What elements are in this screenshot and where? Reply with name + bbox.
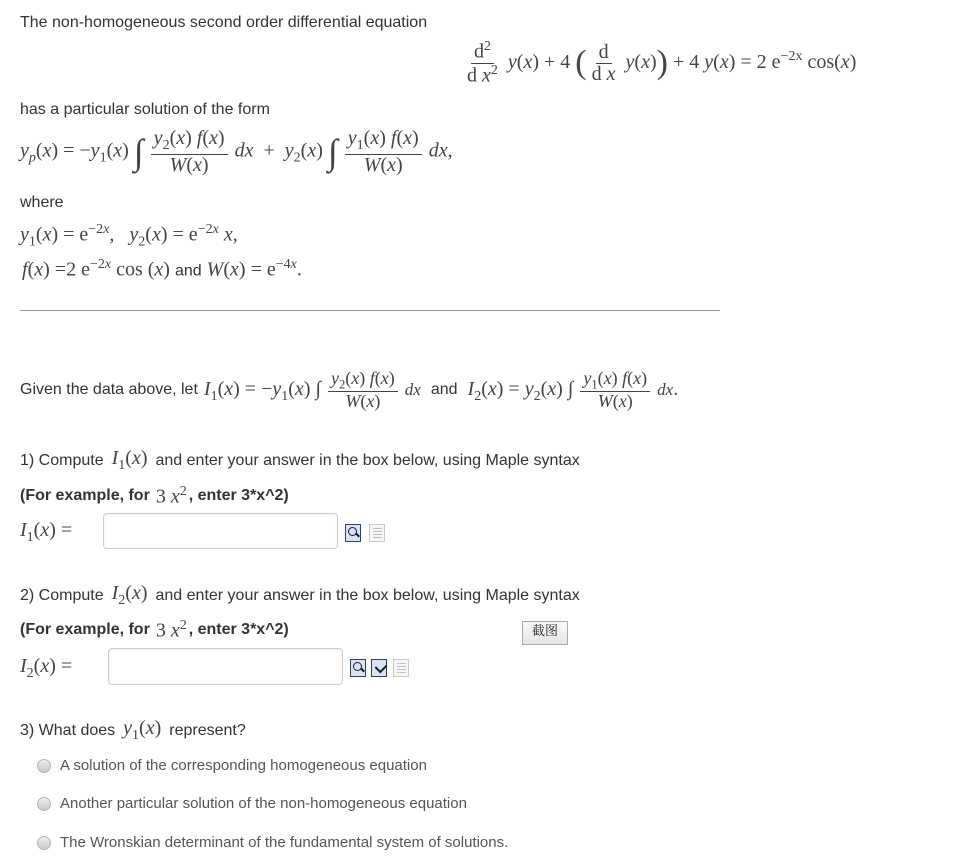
f-w-definitions: f(x) =2 $e^{-2x}$ cos (x) and $W(x) = e^{-4x}$.: [22, 257, 302, 281]
given-prefix: Given the data above, let: [20, 381, 198, 398]
q3-option-label: Another particular solution of the non-homogeneous equation: [60, 795, 467, 812]
q3-option[interactable]: [37, 795, 467, 812]
q2-text: 2) Compute: [20, 586, 104, 604]
check-syntax-icon[interactable]: [371, 659, 387, 677]
q3-option[interactable]: [37, 834, 508, 851]
q3-prompt: [20, 717, 246, 744]
q3-option-label: The Wronskian determinant of the fundamental system of solutions.: [60, 834, 509, 851]
q2-symbol: $I_2(x)$: [111, 582, 148, 608]
document-icon[interactable]: [369, 524, 385, 542]
q3-text: 3) What does: [20, 721, 116, 739]
screenshot-button[interactable]: 截图: [522, 621, 568, 645]
q3-text-tail: represent?: [169, 721, 246, 739]
ode-equation: $\frac{d^2}{d x^2}$ y(x) + 4 ( $\frac{d}{\text{d x}}$ y(x)) + 4 y(x) = 2 $e^{-2x}$ cos(x): [467, 39, 857, 87]
i1-definition: $I_1(x) = -y_1(x)$ ∫ $\frac{y_2(x) f(x)}{W(x)}$ dx: [203, 367, 421, 412]
q1-text: 1) Compute: [20, 451, 104, 469]
preview-icon[interactable]: [345, 524, 361, 542]
q1-text-tail: and enter your answer in the box below, using Maple syntax: [155, 451, 580, 469]
ode-rhs: 2 e: [756, 50, 781, 73]
i2-definition: $I_2(x) = y_2(x)$ ∫ $\frac{y_1(x) f(x)}{W(x)}$ dx.: [467, 367, 679, 412]
q1-example-b: , enter 3*x^2): [188, 487, 289, 505]
q2-text-tail: and enter your answer in the box below, using Maple syntax: [155, 586, 580, 604]
document-icon[interactable]: [393, 659, 409, 677]
intro-text: The non-homogeneous second order differential equation: [20, 14, 428, 31]
q2-example-a: (For example, for: [20, 621, 150, 639]
q1-answer-label: $I_1(x)$ =: [20, 519, 73, 545]
given-line: [20, 367, 679, 412]
where-text: where: [20, 194, 64, 211]
q2-example-b: , enter 3*x^2): [188, 621, 289, 639]
y1-y2-definitions: $y_1(x) = e^{-2x}$, $y_2(x) = e^{-2x}$ x,: [20, 222, 238, 250]
radio-button[interactable]: [37, 797, 51, 811]
q2-example-math: 3 $x^2$: [155, 618, 187, 642]
q2-prompt: [20, 582, 580, 609]
q2-answer-input[interactable]: [108, 648, 343, 685]
q1-symbol: $I_1(x)$: [111, 447, 148, 473]
q3-option[interactable]: [37, 757, 427, 774]
particular-form-text: has a particular solution of the form: [20, 101, 270, 118]
q1-prompt: [20, 447, 580, 474]
q3-option-label: A solution of the corresponding homogeneous equation: [60, 757, 427, 774]
given-and: and: [430, 381, 458, 398]
radio-button[interactable]: [37, 759, 51, 773]
particular-solution-formula: $y_p(x) = -y_1(x)$ ∫ $\frac{y_2(x) f(x)}{W(x)}$ dx + $y_2(x)$ ∫ $\frac{y_1(x) f(x)}{W(x)}$ dx,: [20, 127, 453, 176]
q1-example: [20, 484, 289, 509]
ode-rhs-exp: −2x: [780, 49, 803, 65]
q1-example-math: 3 $x^2$: [155, 484, 187, 508]
q2-answer-label: $I_2(x)$ =: [20, 655, 73, 681]
radio-button[interactable]: [37, 836, 51, 850]
ode-cos: cos: [807, 50, 835, 73]
q2-example: [20, 618, 289, 643]
q3-symbol: $y_1(x)$: [123, 717, 162, 743]
q1-answer-input[interactable]: [103, 513, 338, 549]
q1-example-a: (For example, for: [20, 487, 150, 505]
preview-icon[interactable]: [350, 659, 366, 677]
and-text: and: [174, 262, 202, 280]
section-divider: [20, 310, 720, 311]
